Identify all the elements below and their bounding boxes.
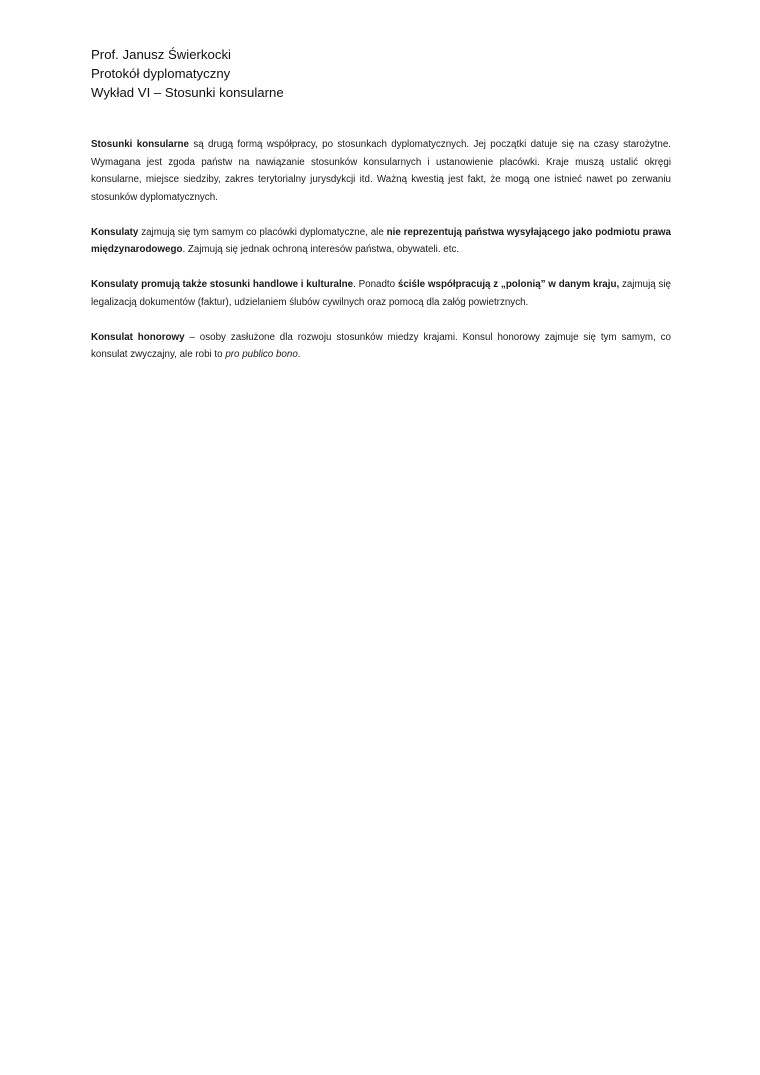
paragraph-konsulat-honorowy [91, 329, 671, 364]
document-body [91, 136, 671, 364]
document-header [91, 45, 671, 102]
text-segment: są drugą formą współpracy, po stosunkach dyplomatycznych. Jej początki datuje się na czasy starożytne. Wymagana jest zgoda państw na nawiązanie stosunków konsularnych i ustanowienie placówki. Kraje muszą ustalić okręgi konsularne, miejsce siedziby, zakres terytorialny jurysdykcji itd. Ważną kwestią jest fakt, że mogą one istnieć nawet po zerwaniu stosunków dyplomatycznych. [91, 139, 672, 203]
text-segment: Konsulaty promują także stosunki handlowe i kulturalne [91, 279, 354, 290]
text-segment: Konsulat honorowy [91, 331, 185, 343]
text-segment: zajmują się legalizacją dokumentów (faktur), udzielaniem ślubów cywilnych oraz pomocą dla załóg powietrznych. [91, 279, 672, 308]
text-segment: Stosunki konsularne [91, 139, 189, 150]
course-title: Protokół dyplomatyczny [91, 66, 231, 81]
text-segment: pro publico bono [225, 349, 298, 360]
paragraph-stosunki-konsularne [91, 136, 671, 206]
paragraph-konsulaty [91, 224, 671, 259]
text-segment: – osoby zasłużone dla rozwoju stosunków miedzy krajami. Konsul honorowy zajmuje się tym samym, co konsulat zwyczajny, ale robi to [91, 331, 671, 360]
text-segment: nie reprezentują państwa wysyłającego jako podmiotu prawa międzynarodowego [91, 226, 671, 255]
text-segment: Konsulaty [91, 226, 139, 238]
text-segment: ściśle współpracują z „polonią” w danym kraju, [397, 279, 620, 290]
lecture-title: Wykład VI – Stosunki konsularne [91, 85, 284, 100]
paragraph-konsulaty-promuja [91, 276, 671, 311]
author-line: Prof. Janusz Świerkocki [91, 47, 231, 62]
text-segment: . Ponadto [353, 279, 398, 290]
text-segment: . Zajmują się jednak ochroną interesów państwa, obywateli. etc. [182, 244, 460, 255]
text-segment: . [297, 349, 301, 360]
text-segment: zajmują się tym samym co placówki dyplomatyczne, ale [138, 226, 387, 238]
